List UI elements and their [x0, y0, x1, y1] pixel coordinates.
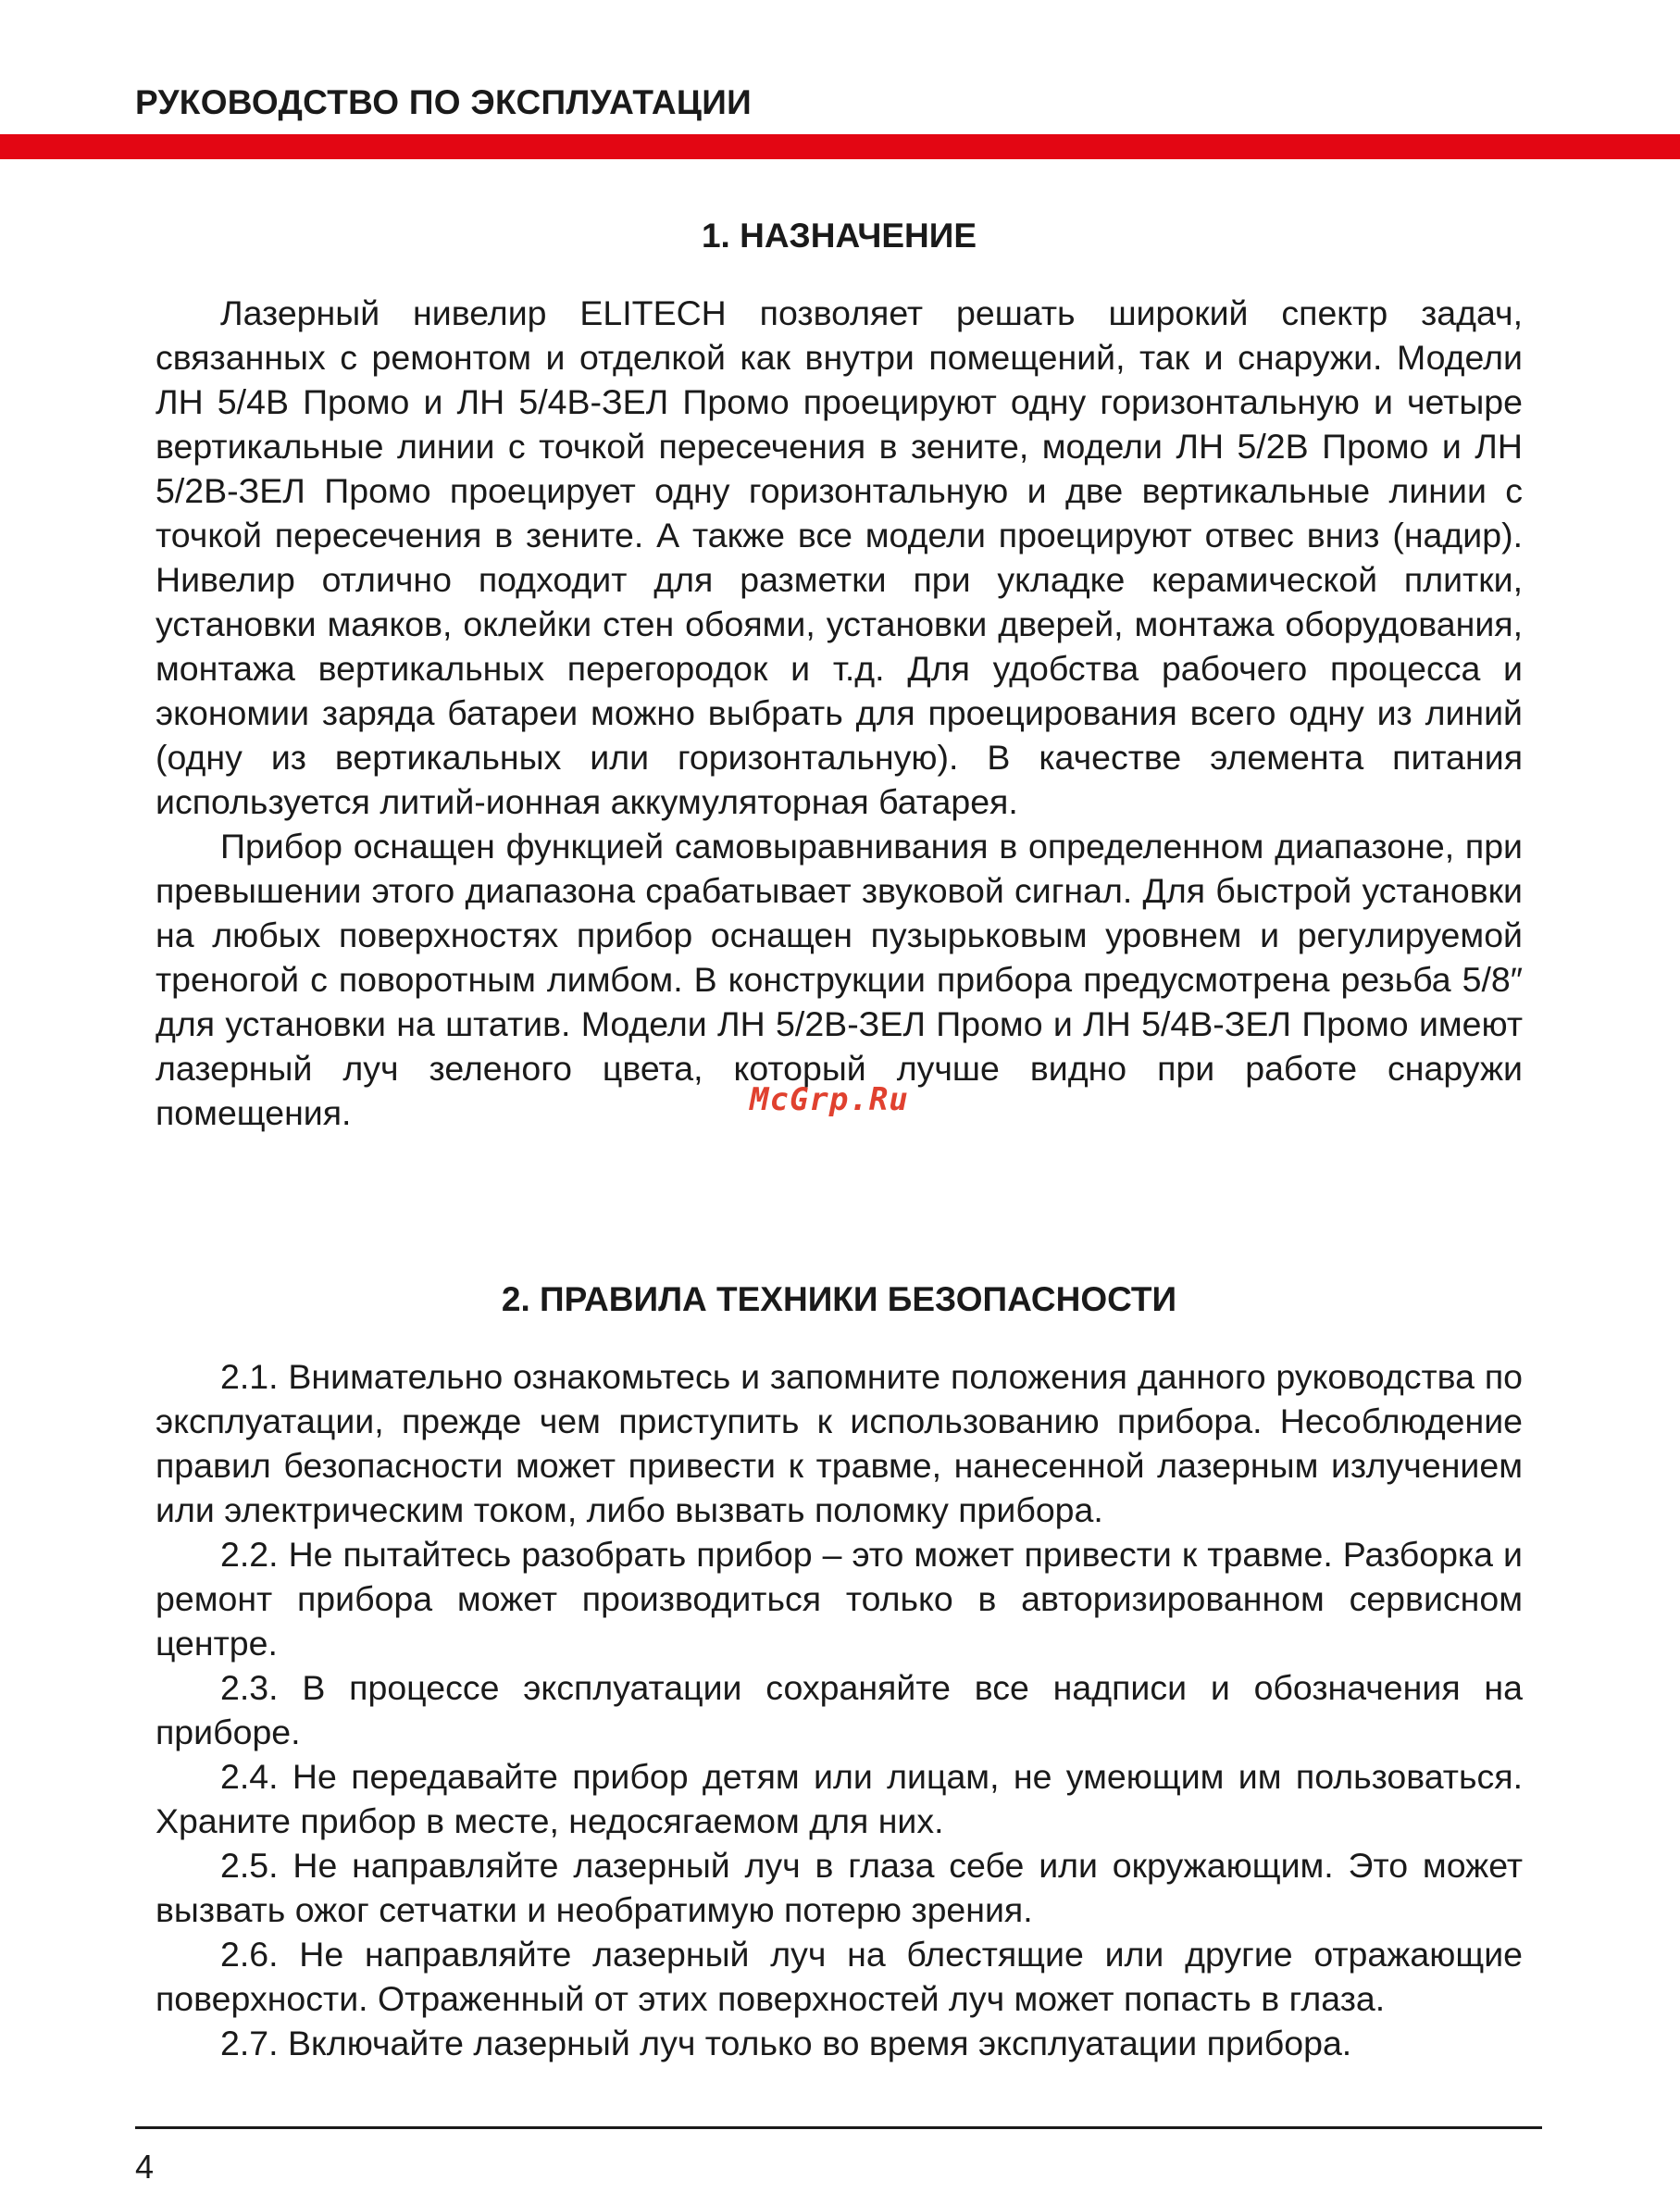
safety-rule-2-4: 2.4. Не передавайте прибор детям или лицам, не умеющим им пользоваться. Храните прибор в месте, недосягаемом для них.	[156, 1757, 1523, 1840]
footer-divider	[135, 2126, 1542, 2129]
safety-rule-2-5: 2.5. Не направляйте лазерный луч в глаза себе или окружающим. Это может вызвать ожог сетчатки и необратимую потерю зрения.	[156, 1846, 1523, 1929]
safety-rule-2-6: 2.6. Не направляйте лазерный луч на блестящие или другие отражающие поверхности. Отраженный от этих поверхностей луч может попасть в глаза.	[156, 1935, 1523, 2018]
safety-rule-2-1: 2.1. Внимательно ознакомьтесь и запомните положения данного руководства по эксплуатации, прежде чем приступить к использованию прибора. Несоблюдение правил безопасности может привести к травме, нанесенной лазерным излучением или электрическим током, либо вызвать поломку прибора.	[156, 1357, 1523, 1529]
section-heading-safety: 2. ПРАВИЛА ТЕХНИКИ БЕЗОПАСНОСТИ	[501, 1280, 1177, 1318]
running-header: РУКОВОДСТВО ПО ЭКСПЛУАТАЦИИ	[135, 83, 753, 121]
safety-rule-2-3: 2.3. В процессе эксплуатации сохраняйте все надписи и обозначения на приборе.	[156, 1668, 1523, 1751]
watermark: McGrp.Ru	[750, 1081, 909, 1118]
page-number: 4	[135, 2148, 155, 2186]
paragraph: Лазерный нивелир ELITECH позволяет решать широкий спектр задач, связанных с ремонтом и отделкой как внутри помещений, так и снаружи. Модели ЛН 5/4В Промо и ЛН 5/4В-ЗЕЛ Промо проецируют одну горизонтальную и четыре вертикальные линии с точкой пересечения в зените, модели ЛН 5/2В Промо и ЛН 5/2В-ЗЕЛ Промо проецирует одну горизонтальную и две вертикальные линии с точкой пересечения в зените. А также все модели проецируют отвес вниз (надир). Нивелир отлично подходит для разметки при укладке керамической плитки, установки маяков, оклейки стен обоями, установки дверей, монтажа оборудования, монтажа вертикальных перегородок и т.д. Для удобства рабочего процесса и экономии заряда батареи можно выбрать для проецирования всего одну из линий (одну из вертикальных или горизонтальную). В качестве элемента питания используется литий-ионная аккумуляторная батарея.	[156, 293, 1523, 821]
safety-rule-2-2: 2.2. Не пытайтесь разобрать прибор – это может привести к травме. Разборка и ремонт прибора может производиться только в авторизированном сервисном центре.	[156, 1535, 1523, 1663]
header-red-bar	[0, 134, 1680, 159]
section-heading-purpose: 1. НАЗНАЧЕНИЕ	[701, 217, 977, 255]
safety-rule-2-7: 2.7. Включайте лазерный луч только во время эксплуатации прибора.	[220, 2024, 1352, 2062]
paragraph: Прибор оснащен функцией самовыравнивания в определенном диапазоне, при превышении этого диапазона срабатывает звуковой сигнал. Для быстрой установки на любых поверхностях прибор оснащен пузырьковым уровнем и регулируемой треногой с поворотным лимбом. В конструкции прибора предусмотрена резьба 5/8″ для установки на штатив. Модели ЛН 5/2В-ЗЕЛ Промо и ЛН 5/4В-ЗЕЛ Промо имеют лазерный луч зеленого цвета, который лучше видно при работе снаружи помещения.	[156, 827, 1523, 1132]
page-content	[156, 185, 1523, 2065]
